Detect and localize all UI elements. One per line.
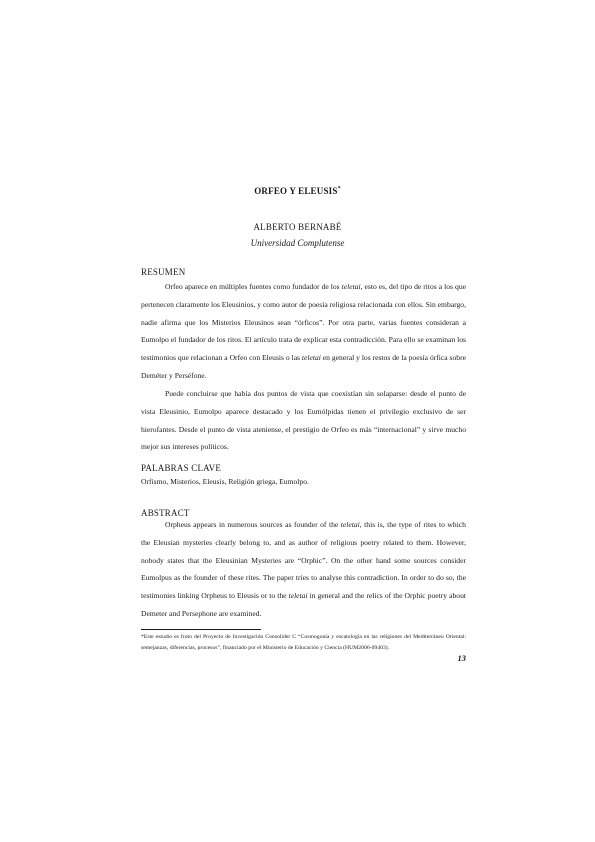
footnote-divider (141, 629, 261, 630)
footnote-text: *Este estudio es fruto del Proyecto de Investigación Consolider C “Cosmogonía y escatología en las religiones del Mediterráneo Oriental: semejanzas, diferencias, procesos”, financiado por el Ministerio de Educación y Ciencia (HUM2006-09403). (141, 634, 466, 651)
abstract-heading: ABSTRACT (141, 508, 190, 518)
resumen-paragraph-2: Puede concluirse que había dos puntos de vista que coexistían sin solaparse: desde el punto de vista Eleusinio, Eumolpo aparece destacado y los Eumólpidas tienen el privilegio exclusivo de ser hierofantes. Desde el punto de vista ateniense, el prestigio de Orfeo es más “internacional” y sirve mucho mejor sus intereses políticos. (141, 389, 466, 452)
article-title: ORFEO Y ELEUSIS* (254, 186, 341, 196)
page-number: 13 (457, 653, 466, 663)
resumen-heading: RESUMEN (141, 267, 186, 277)
resumen-paragraph-1: Orfeo aparece en múltiples fuentes como fundador de los teletai, esto es, del tipo de ritos a los que pertenecen claramente los Eleusinios, y como autor de poesía religiosa relacionada con ellos. Sin embargo, nadie afirma que los Misterios Eleusinos sean “órficos”. Por otra parte, varias fuentes consideran a Eumolpo el fundador de los ritos. El artículo trata de explicar esta contradicción. Para ello se examinan los testimonios que relacionan a Orfeo con Eleusis o las teletai en general y los restos de la poesía órfica sobre Deméter y Perséfone. (141, 282, 466, 380)
footnote-marker: * (337, 186, 341, 192)
abstract-paragraph: Orpheus appears in numerous sources as founder of the teletai, this is, the type of rites to which the Eleusian mysteries clearly belong to, and as author of religious poetry related to them. However, nobody states that the Eleusinian Mysteries are “Orphic”. On the other hand some sources consider Eumolpus as the founder of these rites. The paper tries to analyse this contradiction. In order to do so, the testimonies linking Orpheus to Eleusis or to the teletai in general and the relics of the Orphic poetry about Demeter and Persephone are examined. (141, 520, 466, 618)
keywords-text: Orfismo, Misterios, Eleusis, Religión griega, Eumolpo. (141, 477, 309, 486)
keywords-heading: PALABRAS CLAVE (141, 463, 222, 473)
author-name: ALBERTO BERNABÉ (253, 222, 342, 232)
author-affiliation: Universidad Complutense (250, 238, 345, 248)
